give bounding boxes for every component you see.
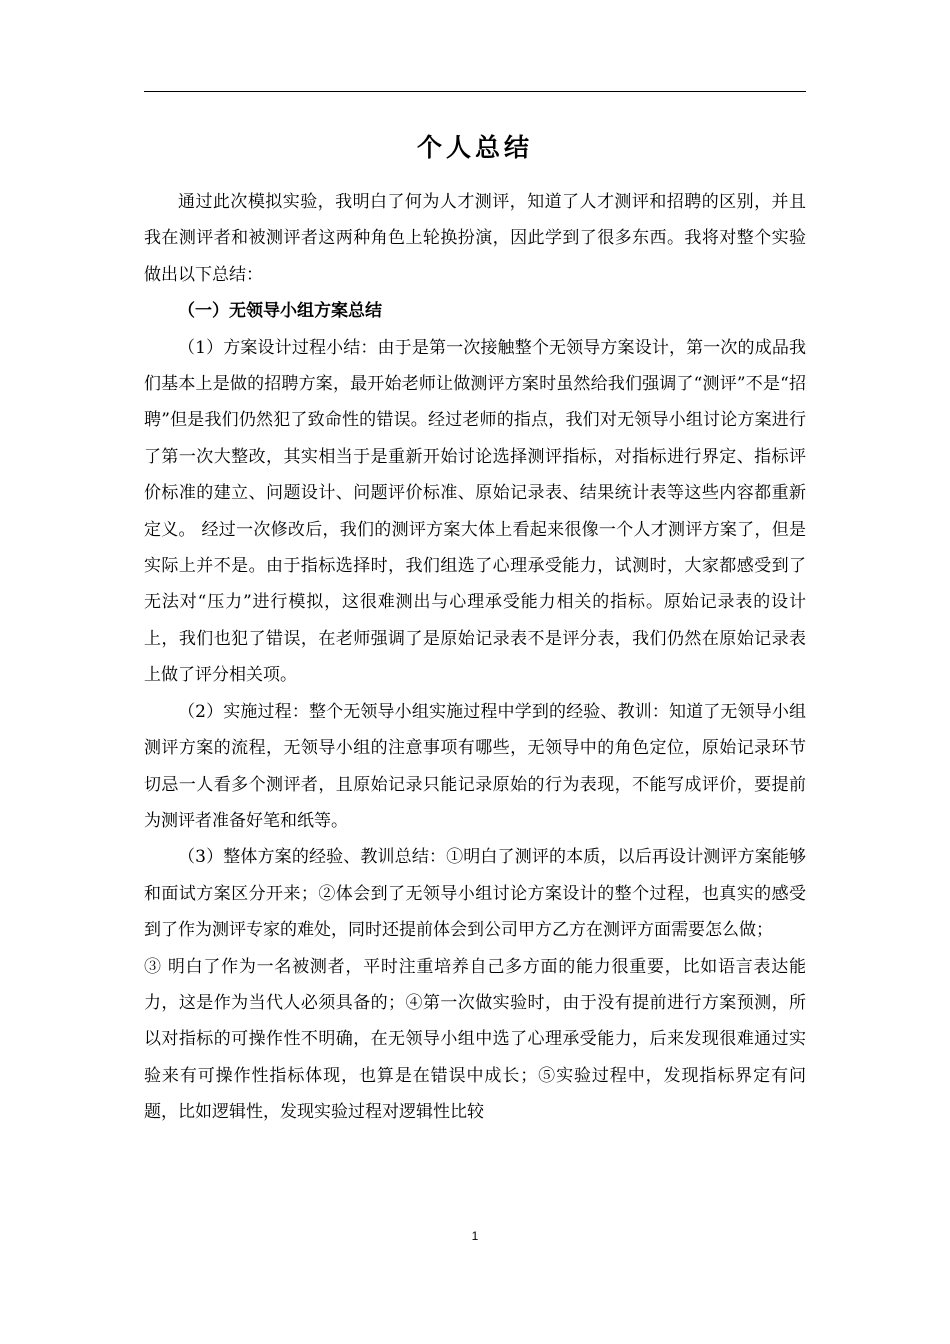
design-process-paragraph: （1）方案设计过程小结：由于是第一次接触整个无领导方案设计，第一次的成品我们基本上是做的招聘方案，最开始老师让做测评方案时虽然给我们强调了“测评”不是“招聘”但是我们仍然犯了致命性的错误。经过老师的指点，我们对无领导小组讨论方案进行了第一次大整改，其实相当于是重新开始讨论选择测评指标，对指标进行界定、指标评价标准的建立、问题设计、问题评价标准、原始记录表、结果统计表等这些内容都重新定义。 经过一次修改后，我们的测评方案大体上看起来很像一个人才测评方案了，但是实际上并不是。由于指标选择时，我们组选了心理承受能力，试测时，大家都感受到了无法对“压力”进行模拟，这很难测出与心理承受能力相关的指标。原始记录表的设计上，我们也犯了错误，在老师强调了是原始记录表不是评分表，我们仍然在原始记录表上做了评分相关项。 (144, 337, 806, 686)
summary-continuation-paragraph: ③ 明白了作为一名被测者，平时注重培养自己多方面的能力很重要，比如语言表达能力，这是作为当代人必须具备的；④第一次做实验时，由于没有提前进行方案预测，所以对指标的可操作性不明确，在无领导小组中选了心理承受能力，后来发现很难通过实验来有可操作性指标体现，也算是在错误中成长；⑤实验过程中，发现指标界定有问题，比如逻辑性，发现实验过程对逻辑性比较 (144, 956, 806, 1123)
implementation-paragraph: （2）实施过程：整个无领导小组实施过程中学到的经验、教训：知道了无领导小组测评方案的流程，无领导小组的注意事项有哪些，无领导中的角色定位，原始记录环节切忌一人看多个测评者，且原始记录只能记录原始的行为表现，不能写成评价，要提前为测评者准备好笔和纸等。 (144, 701, 806, 831)
intro-paragraph: 通过此次模拟实验，我明白了何为人才测评，知道了人才测评和招聘的区别，并且我在测评者和被测评者这两种角色上轮换扮演，因此学到了很多东西。我将对整个实验做出以下总结： (144, 192, 806, 285)
summary-paragraph: （3）整体方案的经验、教训总结：①明白了测评的本质，以后再设计测评方案能够和面试方案区分开来；②体会到了无领导小组讨论方案设计的整个过程，也真实的感受到了作为测评专家的难处，同时还提前体会到公司甲方乙方在测评方面需要怎么做； (144, 847, 806, 941)
section-heading: （一）无领导小组方案总结 (178, 301, 382, 322)
document-body (144, 184, 806, 1131)
page-number: 1 (471, 1229, 479, 1243)
page-title: 个人总结 (416, 133, 533, 162)
header-rule (144, 91, 806, 92)
